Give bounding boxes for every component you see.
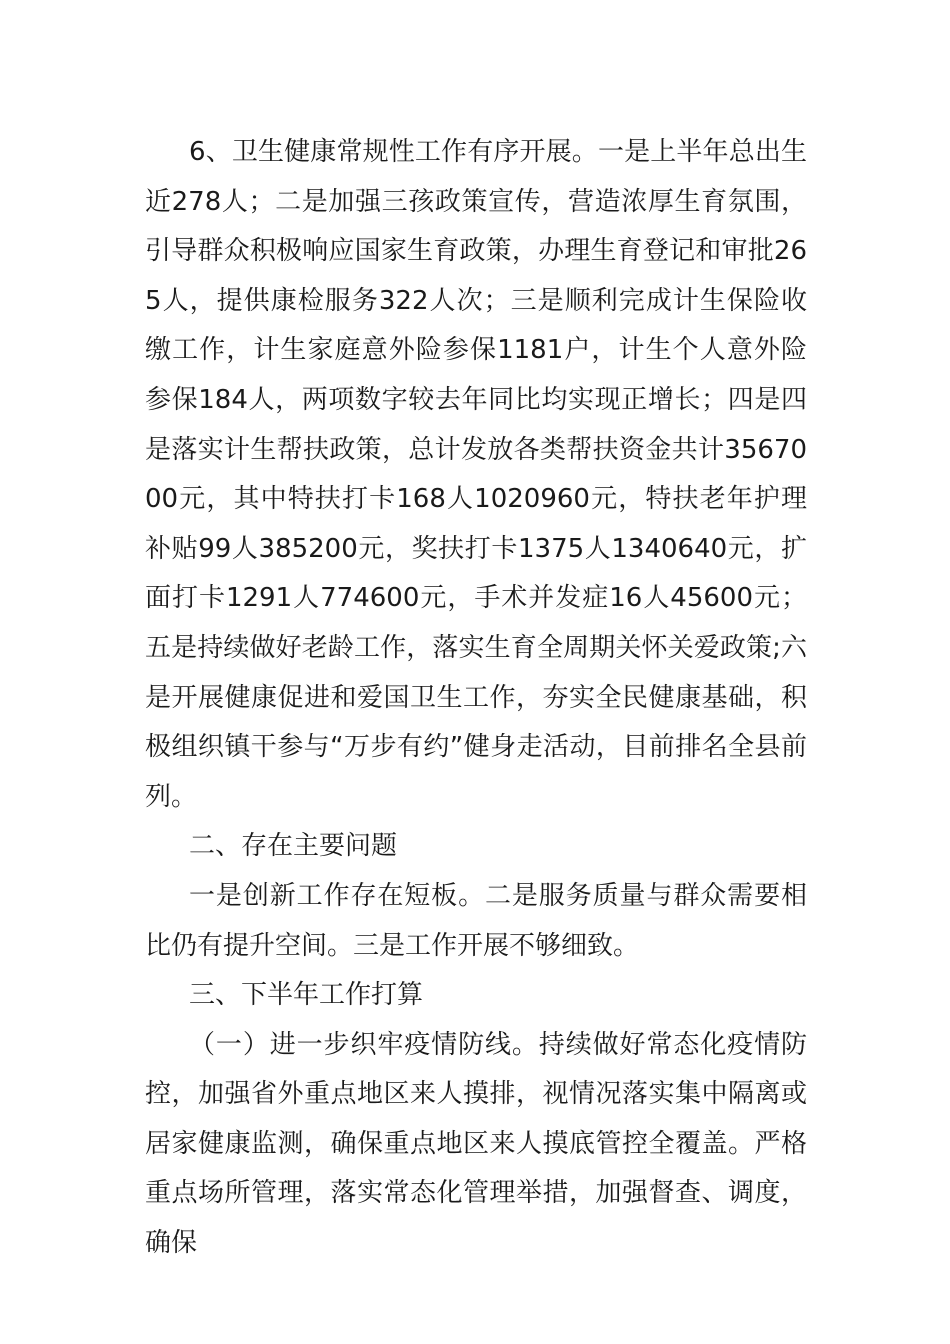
- paragraph-epidemic-prevention: （一）进一步织牢疫情防线。持续做好常态化疫情防控，加强省外重点地区来人摸排，视情况落实集中隔离或居家健康监测，确保重点地区来人摸底管控全覆盖。严格重点场所管理，落实常态化管理举措，加强督查、调度，确保: [145, 1029, 807, 1259]
- paragraph-health-work: 6、卫生健康常规性工作有序开展。一是上半年总出生近278人；二是加强三孩政策宣传，营造浓厚生育氛围，引导群众积极响应国家生育政策，办理生育登记和审批265人，提供康检服务322人次；三是顺利完成计生保险收缴工作，计生家庭意外险参保1181户，计生个人意外险参保184人，两项数字较去年同比均实现正增长；四是四是落实计生帮扶政策，总计发放各类帮扶资金共计3567000元，其中特扶打卡168人1020960元，特扶老年护理补贴99人385200元，奖扶打卡1375人1340640元，扩面打卡1291人774600元，手术并发症16人45600元；五是持续做好老龄工作，落实生育全周期关怀关爱政策;六是开展健康促进和爱国卫生工作，夯实全民健康基础，积极组织镇干参与“万步有约”健身走活动，目前排名全县前列。: [145, 137, 807, 812]
- paragraph-problems: 一是创新工作存在短板。二是服务质量与群众需要相比仍有提升空间。三是工作开展不够细致。: [145, 880, 807, 961]
- document-body: [145, 128, 807, 1269]
- section-heading-problems: 二、存在主要问题: [189, 831, 398, 862]
- section-heading-plans: 三、下半年工作打算: [189, 980, 424, 1011]
